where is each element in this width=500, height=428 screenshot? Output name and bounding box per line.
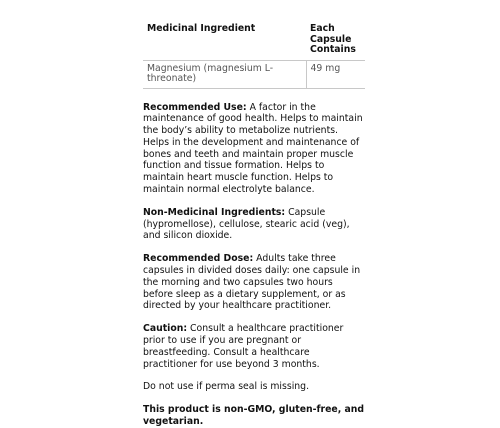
caution-text: Consult a healthcare practitioner prior to use if you are pregnant or breastfeeding. Consult a healthcare practitioner for use beyond 3 months. [143, 323, 344, 370]
table-header-row [143, 22, 365, 60]
ingredient-name-cell: Magnesium (magnesium L-threonate) [143, 60, 306, 88]
recommended-dose-text: Adults take three capsules in divided doses daily: one capsule in the morning and two capsules two hours before sleep as a dietary supplement, or as directed by your healthcare practitioner. [143, 253, 361, 312]
table-row [143, 60, 365, 88]
recommended-dose-label: Recommended Dose: [143, 253, 254, 265]
caution-label: Caution: [143, 323, 188, 335]
seal-notice: Do not use if perma seal is missing. [143, 381, 310, 393]
non-medicinal-ingredients-label: Non-Medicinal Ingredients: [143, 206, 286, 218]
caution-section [143, 323, 365, 370]
non-medicinal-ingredients-text: Capsule (hypromellose), cellulose, stearic acid (veg), and silicon dioxide. [143, 206, 350, 242]
ingredients-table [143, 22, 365, 89]
non-medicinal-ingredients-section [143, 207, 365, 242]
recommended-use-label: Recommended Use: [143, 101, 247, 113]
recommended-dose-section [143, 253, 365, 312]
recommended-use-section [143, 102, 365, 196]
supplement-label [143, 22, 365, 428]
amount-column-header: Each Capsule Contains [310, 23, 356, 55]
ingredient-amount-cell: 49 mg [306, 60, 365, 88]
recommended-use-text: A factor in the maintenance of good health. Helps to maintain the body’s ability to metabolize nutrients. Helps in the development and maintenance of bones and teeth and maintain proper muscle function and tissue formation. Helps to maintain heart muscle function. Helps to maintain normal electrolyte balance. [143, 101, 363, 196]
product-statement: This product is non-GMO, gluten-free, and vegetarian. [143, 404, 365, 428]
ingredient-column-header: Medicinal Ingredient [147, 23, 256, 34]
